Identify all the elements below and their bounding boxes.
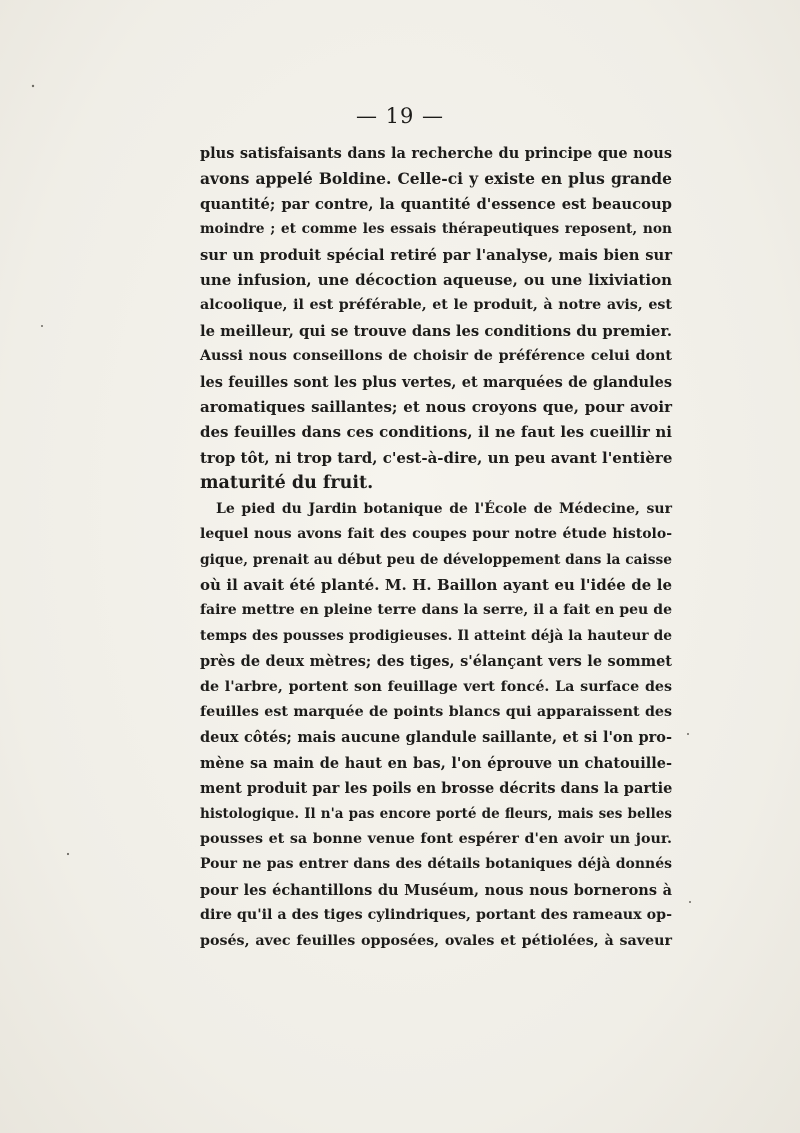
text-line: pousses et sa bonne venue font espérer d'en avoir un jour. bbox=[200, 830, 672, 847]
text-line: mène sa main de haut en bas, l'on éprouve un chatouille- bbox=[200, 754, 672, 772]
text-line: dire qu'il a des tiges cylindriques, portant des rameaux op- bbox=[200, 907, 672, 924]
paragraph-2 bbox=[200, 497, 672, 954]
text-line: ment produit par les poils en brosse décrits dans la partie bbox=[200, 780, 673, 798]
paragraph-1 bbox=[200, 141, 672, 497]
text-line: temps des pousses prodigieuses. Il atteint déjà la hauteur de bbox=[200, 627, 672, 644]
text-line: gique, prenait au début peu de développement dans la caisse bbox=[200, 551, 672, 568]
text-line: pour les échantillons du Muséum, nous nous bornerons à bbox=[200, 881, 672, 899]
text-line: le meilleur, qui se trouve dans les conditions du premier. bbox=[200, 322, 672, 340]
text-line: sur un produit spécial retiré par l'analyse, mais bien sur bbox=[200, 246, 672, 264]
text-line: moindre ; et comme les essais thérapeutiques reposent, non bbox=[200, 221, 672, 238]
text-line: des feuilles dans ces conditions, il ne faut les cueillir ni bbox=[200, 423, 672, 442]
text-line: trop tôt, ni trop tard, c'est-à-dire, un peu avant l'entière bbox=[200, 448, 673, 467]
text-line: Le pied du Jardin botanique de l'École de Médecine, sur bbox=[216, 500, 672, 517]
text-line: alcoolique, il est préférable, et le produit, à notre avis, est bbox=[200, 297, 672, 314]
page-number: — 19 — bbox=[355, 104, 445, 128]
body-text bbox=[200, 141, 672, 954]
text-line: quantité; par contre, la quantité d'essence est beaucoup bbox=[200, 195, 672, 213]
text-line: posés, avec feuilles opposées, ovales et pétiolées, à saveur bbox=[200, 932, 672, 949]
text-line: où il avait été planté. M. H. Baillon ayant eu l'idée de le bbox=[200, 575, 672, 594]
text-line: lequel nous avons fait des coupes pour notre étude histolo- bbox=[200, 526, 672, 543]
text-line: Pour ne pas entrer dans des détails botaniques déjà donnés bbox=[200, 856, 672, 873]
text-line: Aussi nous conseillons de choisir de préférence celui dont bbox=[200, 348, 672, 365]
text-line: une infusion, une décoction aqueuse, ou une lixiviation bbox=[200, 271, 672, 290]
text-line: histologique. Il n'a pas encore porté de fleurs, mais ses belles bbox=[200, 805, 672, 822]
text-line: maturité du fruit. bbox=[200, 473, 374, 494]
text-line: plus satisfaisants dans la recherche du principe que nous bbox=[200, 145, 672, 162]
text-line: deux côtés; mais aucune glandule saillante, et si l'on pro- bbox=[200, 729, 672, 747]
text-line: avons appelé Boldine. Celle-ci y existe en plus grande bbox=[200, 169, 672, 189]
text-line: de l'arbre, portent son feuillage vert foncé. La surface des bbox=[200, 678, 672, 695]
text-line: aromatiques saillantes; et nous croyons que, pour avoir bbox=[200, 398, 672, 417]
text-line: près de deux mètres; des tiges, s'élançant vers le sommet bbox=[200, 653, 672, 671]
text-line: feuilles est marquée de points blancs qui apparaissent des bbox=[200, 703, 672, 720]
text-line: les feuilles sont les plus vertes, et marquées de glandules bbox=[200, 373, 672, 391]
text-line: faire mettre en pleine terre dans la serre, il a fait en peu de bbox=[200, 602, 672, 619]
